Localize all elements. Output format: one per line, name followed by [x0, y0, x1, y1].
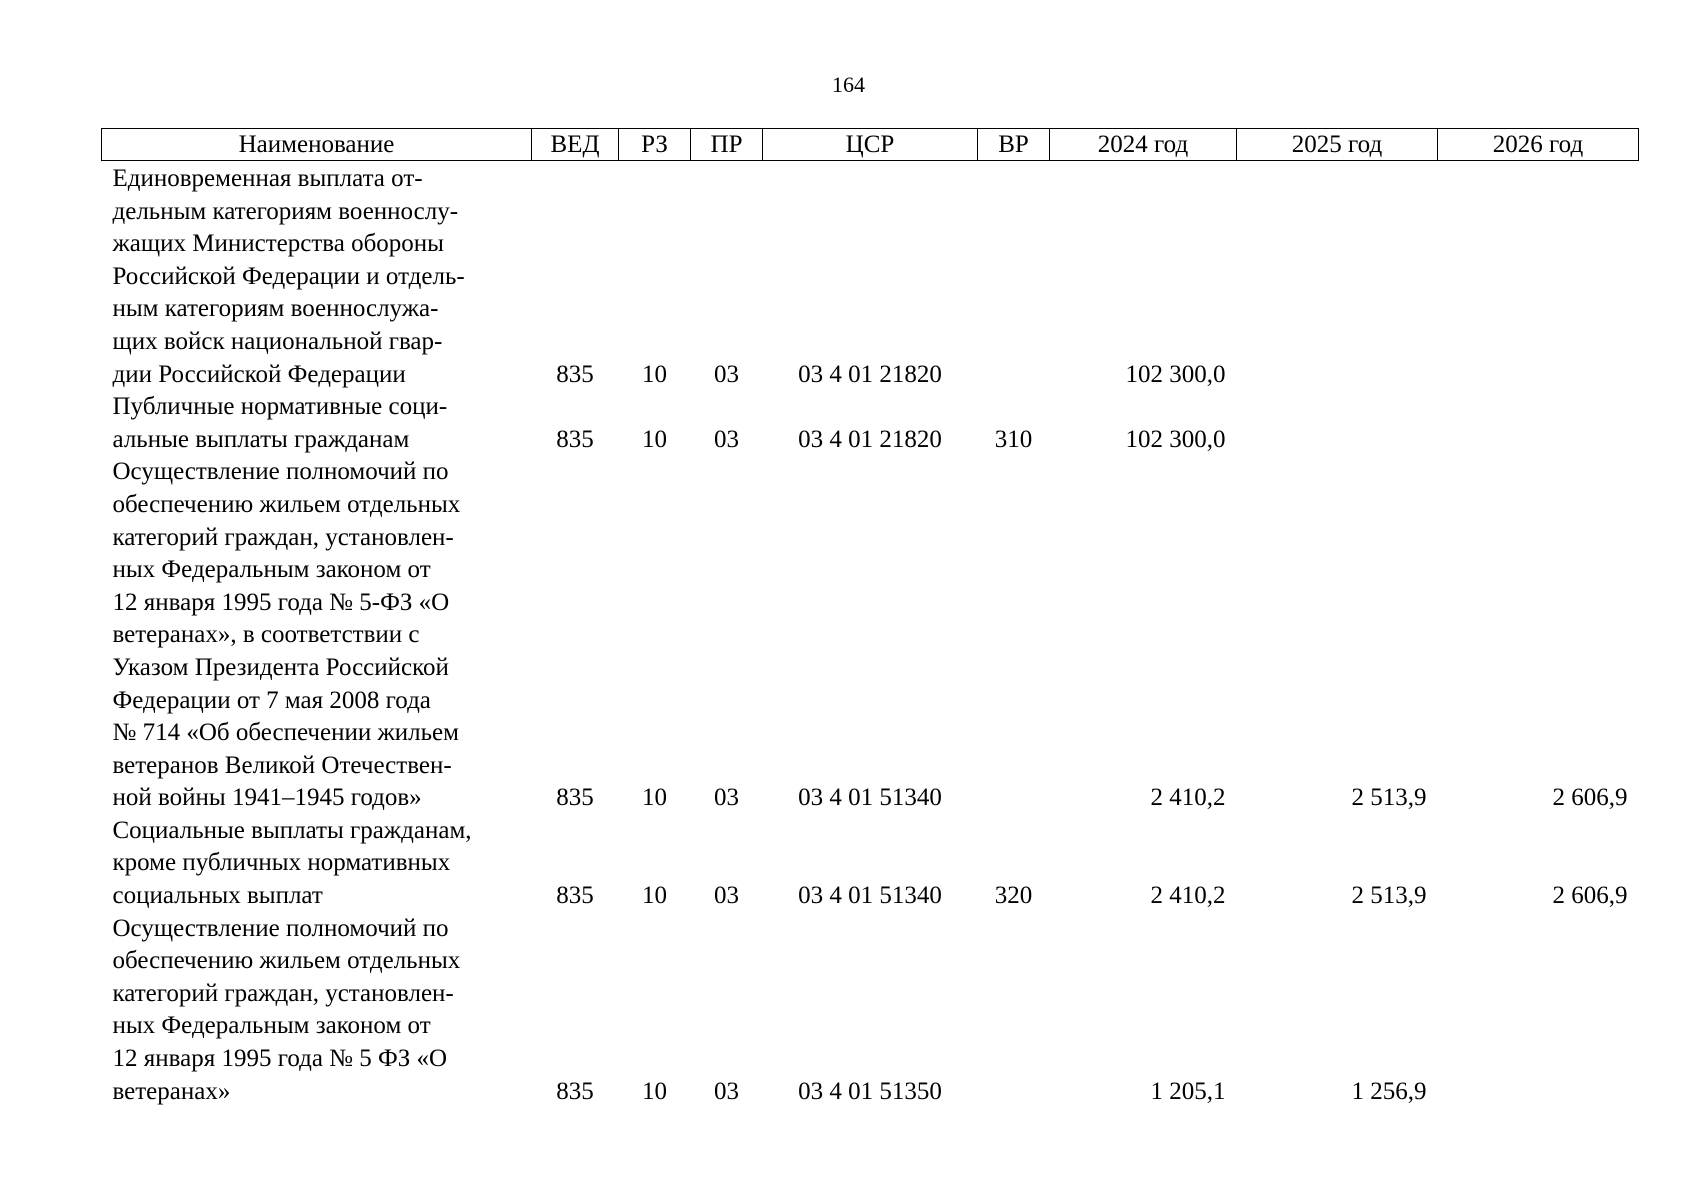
row-2024: 102 300,0 — [1125, 425, 1226, 453]
header-csr: ЦСР — [763, 129, 978, 161]
row-2024: 2 410,2 — [1150, 784, 1226, 812]
row-vr: 310 — [994, 425, 1033, 453]
row-pr: 03 — [714, 784, 739, 812]
row-pr: 03 — [714, 882, 739, 910]
row-name: Осуществление полномочий по обеспечению жильем отдельных категорий граждан, установлен- ных Федеральным законом от 12 января 1995 года № 5-ФЗ «О ветеранах», в соответствии с Указом Президента Российской Федерации от 7 мая 2008 года № 714 «Об обеспечении жильем ветеранов Великой Отечествен- ной войны 1941–1945 годов» — [112, 458, 461, 812]
row-vr: 320 — [994, 882, 1033, 910]
row-name: Социальные выплаты гражданам, кроме публичных нормативных социальных выплат — [112, 816, 472, 910]
table-row — [102, 913, 1639, 1109]
table-row — [102, 815, 1639, 913]
row-2025 — [1237, 391, 1438, 456]
header-2025: 2025 год — [1237, 129, 1438, 161]
row-2025: 1 256,9 — [1351, 1077, 1427, 1105]
budget-table — [101, 128, 1639, 1108]
table-row — [102, 161, 1639, 392]
row-name: Единовременная выплата от- дельным категориям военнослу- жащих Министерства обороны Российской Федерации и отдель- ным категориям военнослужа- щих войск национальной гвар- дии Российской Федерации — [112, 165, 465, 388]
row-ved: 835 — [556, 425, 594, 453]
row-name: Осуществление полномочий по обеспечению жильем отдельных категорий граждан, установлен- ных Федеральным законом от 12 января 1995 года № 5 ФЗ «О ветеранах» — [112, 914, 461, 1105]
row-csr: 03 4 01 21820 — [798, 360, 942, 388]
row-rz: 10 — [642, 360, 667, 388]
header-vr: ВР — [978, 129, 1050, 161]
row-rz: 10 — [642, 784, 667, 812]
row-ved: 835 — [556, 360, 594, 388]
row-csr: 03 4 01 21820 — [798, 425, 942, 453]
header-rz: РЗ — [619, 129, 691, 161]
row-vr — [978, 161, 1050, 392]
row-pr: 03 — [714, 425, 739, 453]
row-ved: 835 — [556, 784, 594, 812]
row-2025: 2 513,9 — [1351, 784, 1427, 812]
row-vr — [978, 456, 1050, 815]
row-2026: 2 606,9 — [1552, 784, 1628, 812]
row-2026 — [1438, 913, 1639, 1109]
header-ved: ВЕД — [532, 129, 619, 161]
row-2024: 102 300,0 — [1125, 360, 1226, 388]
row-csr: 03 4 01 51340 — [798, 882, 942, 910]
row-csr: 03 4 01 51350 — [798, 1077, 942, 1105]
row-ved: 835 — [556, 1077, 594, 1105]
row-rz: 10 — [642, 425, 667, 453]
row-rz: 10 — [642, 882, 667, 910]
row-csr: 03 4 01 51340 — [798, 784, 942, 812]
row-2025 — [1237, 161, 1438, 392]
header-row — [102, 129, 1639, 161]
table-row — [102, 456, 1639, 815]
row-name: Публичные нормативные соци- альные выплаты гражданам — [112, 393, 448, 453]
row-vr — [978, 913, 1050, 1109]
row-rz: 10 — [642, 1077, 667, 1105]
row-pr: 03 — [714, 1077, 739, 1105]
row-ved: 835 — [556, 882, 594, 910]
header-name: Наименование — [102, 129, 532, 161]
table-row — [102, 391, 1639, 456]
header-pr: ПР — [691, 129, 763, 161]
row-2026: 2 606,9 — [1552, 882, 1628, 910]
row-2026 — [1438, 161, 1639, 392]
row-2025: 2 513,9 — [1351, 882, 1427, 910]
header-2026: 2026 год — [1438, 129, 1639, 161]
header-2024: 2024 год — [1050, 129, 1237, 161]
page-number: 164 — [832, 72, 865, 97]
row-pr: 03 — [714, 360, 739, 388]
row-2024: 1 205,1 — [1150, 1077, 1226, 1105]
row-2026 — [1438, 391, 1639, 456]
row-2024: 2 410,2 — [1150, 882, 1226, 910]
